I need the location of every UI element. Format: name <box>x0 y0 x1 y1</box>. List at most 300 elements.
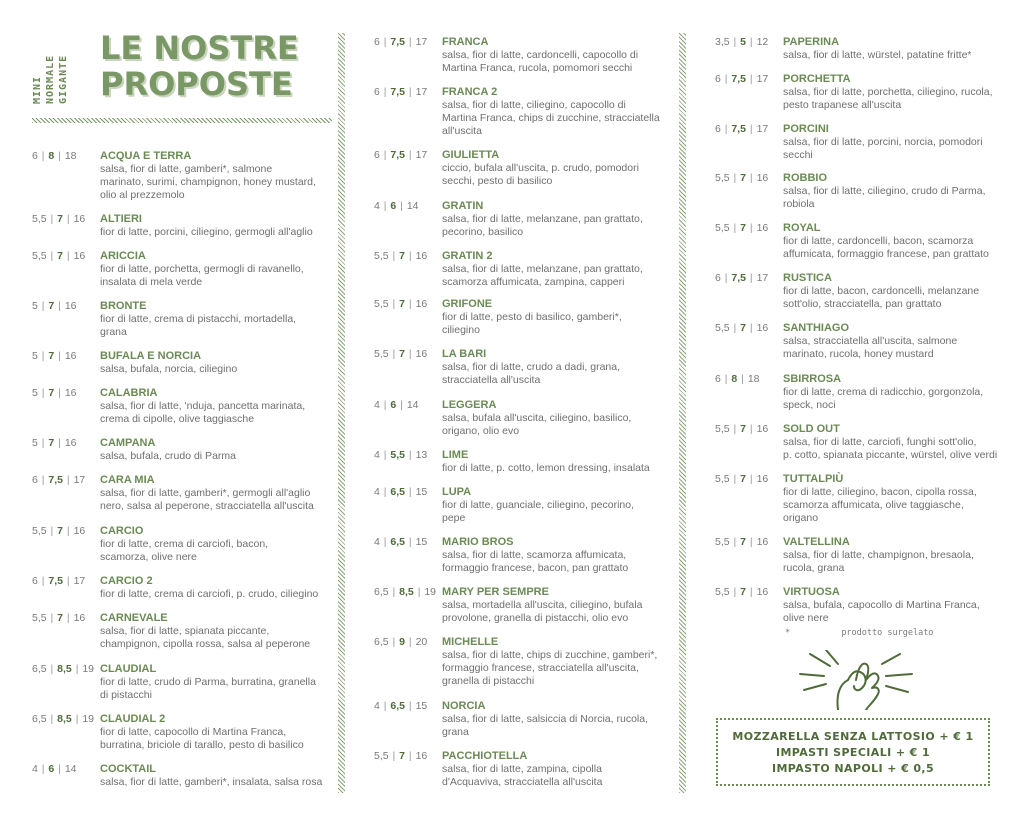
price-mini: 5,5 <box>374 250 389 262</box>
price-gigante: 20 <box>415 636 428 648</box>
item-ingredients: salsa, bufala all'uscita, ciliegino, basilico, <box>442 412 632 424</box>
item-ingredients: crema di cipolle, olive taggiasche <box>100 413 255 425</box>
item-prices: 4 | 6,5 | 15 <box>374 700 428 712</box>
item-ingredients: sott'olio, stracciatella, pan grattato <box>783 298 942 310</box>
price-normale: 7,5 <box>731 123 747 135</box>
item-prices: 6 | 8 | 18 <box>32 150 77 162</box>
item-ingredients: granella di pistacchi <box>442 675 535 687</box>
item-ingredients: salsa, stracciatella all'uscita, salmone <box>783 335 958 347</box>
price-mini: 5,5 <box>715 586 730 598</box>
price-gigante: 16 <box>756 423 769 435</box>
price-mini: 6,5 <box>374 636 389 648</box>
item-prices: 6 | 7,5 | 17 <box>32 575 86 587</box>
item-name: CALABRIA <box>100 387 158 399</box>
item-name: MICHELLE <box>442 636 499 648</box>
menu-item <box>374 149 678 188</box>
menu-item <box>374 586 678 625</box>
item-ingredients: fior di latte, bacon, cardoncelli, melanzane <box>783 285 980 297</box>
item-prices: 6,5 | 8,5 | 19 <box>374 586 437 598</box>
price-mini: 6 <box>715 272 721 284</box>
extra-special-dough: IMPASTI SPECIALI + € 1 <box>775 745 931 759</box>
item-name: ROBBIO <box>783 172 827 184</box>
item-ingredients: fior di latte, ciliegino, bacon, cipolla rossa, <box>783 486 977 498</box>
item-ingredients: salsa, fior di latte, salsiccia di Norcia, rucola, <box>442 713 648 725</box>
price-normale: 7 <box>740 473 747 485</box>
item-ingredients: insalata di mela verde <box>100 276 203 288</box>
item-ingredients: marinato, rucola, honey mustard <box>783 348 934 360</box>
item-ingredients: salsa, bufala, capocollo di Martina Franca, <box>783 599 980 611</box>
item-name: PACCHIOTELLA <box>442 750 528 762</box>
menu-item <box>32 437 336 463</box>
price-mini: 5 <box>32 387 38 399</box>
item-ingredients: salsa, bufala, crudo di Parma <box>100 450 236 462</box>
item-ingredients: scamorza affumicata, olive taggiasche, <box>783 499 964 511</box>
price-gigante: 16 <box>415 298 428 310</box>
item-prices: 5,5 | 7 | 16 <box>374 348 428 360</box>
price-mini: 5,5 <box>374 750 389 762</box>
item-prices: 4 | 6 | 14 <box>32 763 77 775</box>
frozen-note-text: prodotto surgelato <box>841 628 934 638</box>
item-name: VIRTUOSA <box>783 586 840 598</box>
price-gigante: 17 <box>756 272 769 284</box>
item-ingredients: salsa, fior di latte, crudo a dadi, grana, <box>442 361 621 373</box>
price-normale: 7 <box>740 586 747 598</box>
menu-header <box>32 30 332 120</box>
item-prices: 5,5 | 7 | 16 <box>374 750 428 762</box>
frozen-note <box>785 628 933 638</box>
item-prices: 5,5 | 7 | 16 <box>32 250 86 262</box>
price-normale: 7 <box>57 612 64 624</box>
price-gigante: 17 <box>73 575 86 587</box>
item-prices: 5,5 | 7 | 16 <box>715 322 769 334</box>
price-normale: 7 <box>48 300 55 312</box>
price-gigante: 15 <box>415 700 428 712</box>
item-prices: 5 | 7 | 16 <box>32 437 77 449</box>
item-ingredients: fior di latte, crudo di Parma, burratina, granella <box>100 676 316 688</box>
price-normale: 8,5 <box>399 586 414 598</box>
price-normale: 8,5 <box>57 713 72 725</box>
item-ingredients: salsa, mortadella all'uscita, ciliegino, bufala <box>442 599 643 611</box>
item-ingredients: salsa, fior di latte, porcini, norcia, pomodori <box>783 136 983 148</box>
item-name: ACQUA E TERRA <box>100 150 192 162</box>
item-prices: 6 | 7,5 | 17 <box>374 36 428 48</box>
menu-item <box>715 73 1019 112</box>
price-mini: 6 <box>32 474 38 486</box>
price-normale: 7,5 <box>48 474 64 486</box>
price-gigante: 16 <box>73 250 86 262</box>
item-prices: 6 | 7,5 | 17 <box>715 272 769 284</box>
item-name: ROYAL <box>783 222 821 234</box>
menu-item <box>715 222 1019 261</box>
price-normale: 7,5 <box>390 149 406 161</box>
item-name: SOLD OUT <box>783 423 840 435</box>
price-mini: 6 <box>374 36 380 48</box>
price-gigante: 15 <box>415 486 428 498</box>
item-ingredients: scamorza, olive nere <box>100 551 197 563</box>
price-gigante: 16 <box>415 348 428 360</box>
menu-item <box>32 612 336 651</box>
item-name: CARCIO 2 <box>100 575 153 587</box>
price-normale: 6 <box>390 200 397 212</box>
price-normale: 7 <box>57 250 64 262</box>
price-normale: 7 <box>740 536 747 548</box>
item-ingredients: salsa, fior di latte, champignon, bresaola, <box>783 549 974 561</box>
menu-item <box>32 763 336 789</box>
item-ingredients: d'Acquaviva, stracciatella all'uscita <box>442 776 603 788</box>
price-gigante: 16 <box>756 172 769 184</box>
price-normale: 6 <box>390 399 397 411</box>
price-gigante: 16 <box>64 350 77 362</box>
menu-item <box>374 449 678 475</box>
price-gigante: 17 <box>415 86 428 98</box>
price-normale: 7 <box>740 222 747 234</box>
price-normale: 5 <box>740 36 747 48</box>
frozen-note-star: * <box>785 628 791 638</box>
item-name: LUPA <box>442 486 472 498</box>
menu-item <box>374 750 678 789</box>
price-normale: 7 <box>399 298 406 310</box>
ok-hand-icon <box>796 650 916 710</box>
price-mini: 5 <box>32 300 38 312</box>
item-name: FRANCA <box>442 36 489 48</box>
item-name: RUSTICA <box>783 272 832 284</box>
price-mini: 6 <box>374 86 380 98</box>
item-ingredients: Martina Franca, rucola, pomomori secchi <box>442 62 633 74</box>
item-ingredients: scamorza affumicata, zampina, capperi <box>442 276 625 288</box>
menu-item <box>374 86 678 138</box>
item-prices: 5,5 | 7 | 16 <box>715 423 769 435</box>
menu-item <box>32 663 336 702</box>
menu-item <box>374 536 678 575</box>
column-divider <box>679 33 686 793</box>
item-prices: 6 | 7,5 | 17 <box>715 73 769 85</box>
price-normale: 7,5 <box>390 36 406 48</box>
price-mini: 3,5 <box>715 36 730 48</box>
menu-item <box>374 399 678 438</box>
menu-item <box>374 36 678 75</box>
item-name: PAPERINA <box>783 36 840 48</box>
price-gigante: 18 <box>64 150 77 162</box>
price-mini: 5,5 <box>32 525 47 537</box>
item-prices: 5,5 | 7 | 16 <box>715 473 769 485</box>
item-ingredients: formaggio francese, bacon, pan grattato <box>442 562 629 574</box>
price-gigante: 16 <box>756 222 769 234</box>
item-name: GRATIN <box>442 200 484 212</box>
item-name: SANTHIAGO <box>783 322 849 334</box>
price-mini: 4 <box>374 700 380 712</box>
price-gigante: 16 <box>756 473 769 485</box>
price-gigante: 16 <box>64 300 77 312</box>
item-name: CLAUDIAL 2 <box>100 713 166 725</box>
item-ingredients: ciliegino <box>442 324 480 336</box>
price-gigante: 17 <box>415 149 428 161</box>
item-prices: 5,5 | 7 | 16 <box>715 536 769 548</box>
price-mini: 6 <box>715 123 721 135</box>
column-divider <box>338 33 345 793</box>
item-name: COCKTAIL <box>100 763 157 775</box>
item-ingredients: robiola <box>783 198 815 210</box>
item-name: CAMPANA <box>100 437 156 449</box>
price-gigante: 19 <box>82 713 95 725</box>
item-ingredients: fior di latte, crema di pistacchi, mortadella, <box>100 313 297 325</box>
price-normale: 9 <box>399 636 406 648</box>
menu-item <box>32 213 336 239</box>
price-normale: 8 <box>48 150 55 162</box>
price-mini: 5,5 <box>32 612 47 624</box>
item-ingredients: stracciatella all'uscita <box>442 374 541 386</box>
item-ingredients: salsa, fior di latte, zampina, cipolla <box>442 763 602 775</box>
item-prices: 5,5 | 7 | 16 <box>715 222 769 234</box>
menu-item <box>715 423 1019 462</box>
item-name: LIME <box>442 449 469 461</box>
item-ingredients: salsa, fior di latte, porchetta, ciliegino, rucola, <box>783 86 993 98</box>
menu-item <box>32 474 336 513</box>
header-divider <box>32 118 332 123</box>
item-ingredients: origano <box>783 512 819 524</box>
price-mini: 6 <box>715 373 721 385</box>
item-prices: 6,5 | 9 | 20 <box>374 636 428 648</box>
item-prices: 6 | 7,5 | 17 <box>374 149 428 161</box>
item-prices: 5 | 7 | 16 <box>32 300 77 312</box>
menu-item <box>374 298 678 337</box>
item-ingredients: fior di latte, crema di carciofi, bacon, <box>100 538 269 550</box>
price-mini: 5,5 <box>715 222 730 234</box>
extra-napoli-dough: IMPASTO NAPOLI + € 0,5 <box>771 761 935 775</box>
item-ingredients: olio al prezzemolo <box>100 189 185 201</box>
item-prices: 5,5 | 7 | 16 <box>32 612 86 624</box>
price-gigante: 16 <box>73 213 86 225</box>
price-normale: 6,5 <box>390 536 406 548</box>
item-ingredients: secchi, pesto di basilico <box>442 175 553 187</box>
price-normale: 7 <box>740 322 747 334</box>
menu-item <box>715 272 1019 311</box>
item-ingredients: all'uscita <box>442 125 482 137</box>
price-normale: 7 <box>740 423 747 435</box>
price-gigante: 12 <box>756 36 769 48</box>
price-normale: 8,5 <box>57 663 72 675</box>
price-gigante: 18 <box>747 373 760 385</box>
price-mini: 5,5 <box>715 423 730 435</box>
item-ingredients: salsa, fior di latte, gamberi*, germogli all'aglio <box>100 487 311 499</box>
item-ingredients: marinato, surimi, champignon, honey mustard, <box>100 176 316 188</box>
item-ingredients: burratina, briciole di tarallo, pesto di basilico <box>100 739 304 751</box>
price-mini: 6 <box>374 149 380 161</box>
title-line-2: PROPOSTE <box>100 65 293 103</box>
item-prices: 5,5 | 7 | 16 <box>32 525 86 537</box>
item-name: CLAUDIAL <box>100 663 157 675</box>
item-ingredients: nero, salsa al peperone, stracciatella all'uscita <box>100 500 314 512</box>
item-ingredients: salsa, fior di latte, chips di zucchine, gamberi*, <box>442 649 658 661</box>
item-name: GRIFONE <box>442 298 493 310</box>
price-mini: 6,5 <box>32 713 47 725</box>
price-gigante: 19 <box>82 663 95 675</box>
price-mini: 6 <box>32 575 38 587</box>
menu-item <box>32 350 336 376</box>
price-mini: 4 <box>374 536 380 548</box>
item-prices: 4 | 6,5 | 15 <box>374 486 428 498</box>
item-prices: 5,5 | 7 | 16 <box>32 213 86 225</box>
item-ingredients: salsa, fior di latte, spianata piccante, <box>100 625 270 637</box>
price-gigante: 15 <box>415 536 428 548</box>
price-gigante: 16 <box>756 586 769 598</box>
size-label-mini: MINI <box>32 75 43 104</box>
item-name: GIULIETTA <box>442 149 500 161</box>
page-title <box>100 30 299 102</box>
item-ingredients: salsa, fior di latte, scamorza affumicata, <box>442 549 627 561</box>
menu-item <box>32 387 336 426</box>
item-prices: 6,5 | 8,5 | 19 <box>32 663 95 675</box>
item-name: CARA MIA <box>100 474 155 486</box>
price-normale: 7 <box>48 350 55 362</box>
price-mini: 5,5 <box>715 536 730 548</box>
item-name: GRATIN 2 <box>442 250 493 262</box>
item-ingredients: formaggio francese, stracciatella all'uscita, <box>442 662 639 674</box>
item-ingredients: salsa, fior di latte, gamberi*, insalata, salsa rosa <box>100 776 323 788</box>
item-name: ALTIERI <box>100 213 142 225</box>
item-prices: 6 | 8 | 18 <box>715 373 760 385</box>
price-mini: 5 <box>32 350 38 362</box>
price-gigante: 14 <box>406 399 419 411</box>
price-gigante: 16 <box>415 750 428 762</box>
item-prices: 5 | 7 | 16 <box>32 350 77 362</box>
price-mini: 5,5 <box>715 172 730 184</box>
price-gigante: 16 <box>756 322 769 334</box>
size-label-normale: NORMALE <box>45 54 56 104</box>
price-gigante: 17 <box>756 123 769 135</box>
price-normale: 7 <box>48 387 55 399</box>
price-mini: 6,5 <box>374 586 389 598</box>
price-gigante: 17 <box>756 73 769 85</box>
price-normale: 7 <box>399 250 406 262</box>
item-ingredients: olive nere <box>783 612 829 624</box>
price-normale: 7 <box>57 213 64 225</box>
item-prices: 5,5 | 7 | 16 <box>374 250 428 262</box>
item-prices: 5,5 | 7 | 16 <box>715 172 769 184</box>
menu-item <box>715 322 1019 361</box>
price-normale: 7 <box>57 525 64 537</box>
price-gigante: 17 <box>415 36 428 48</box>
item-prices: 6 | 7,5 | 17 <box>32 474 86 486</box>
item-prices: 5 | 7 | 16 <box>32 387 77 399</box>
price-gigante: 16 <box>415 250 428 262</box>
item-ingredients: champignon, cipolla rossa, salsa al peperone <box>100 638 311 650</box>
item-ingredients: affumicata, formaggio francese, pan grattato <box>783 248 989 260</box>
price-normale: 7,5 <box>48 575 64 587</box>
item-ingredients: secchi <box>783 149 813 161</box>
menu-item <box>374 486 678 525</box>
item-ingredients: salsa, fior di latte, cardoncelli, capocollo di <box>442 49 639 61</box>
item-ingredients: speck, noci <box>783 399 836 411</box>
menu-item <box>32 525 336 564</box>
item-ingredients: fior di latte, crema di radicchio, gorgonzola, <box>783 386 984 398</box>
item-ingredients: fior di latte, porchetta, germogli di ravanello, <box>100 263 304 275</box>
item-ingredients: salsa, fior di latte, 'nduja, pancetta marinata, <box>100 400 306 412</box>
price-normale: 7,5 <box>731 73 747 85</box>
item-ingredients: fior di latte, p. cotto, lemon dressing, insalata <box>442 462 650 474</box>
item-ingredients: fior di latte, porcini, ciliegino, germogli all'aglio <box>100 226 313 238</box>
item-name: BUFALA E NORCIA <box>100 350 202 362</box>
price-mini: 5 <box>32 437 38 449</box>
menu-item <box>715 586 1019 625</box>
item-ingredients: p. cotto, spianata piccante, würstel, olive verdi <box>783 449 998 461</box>
price-normale: 7,5 <box>390 86 406 98</box>
item-name: FRANCA 2 <box>442 86 498 98</box>
item-name: ARICCIA <box>100 250 146 262</box>
item-name: PORCINI <box>783 123 829 135</box>
menu-item <box>374 200 678 239</box>
price-normale: 7 <box>399 348 406 360</box>
price-normale: 5,5 <box>390 449 406 461</box>
item-name: PORCHETTA <box>783 73 851 85</box>
item-prices: 5,5 | 7 | 16 <box>715 586 769 598</box>
price-mini: 5,5 <box>374 298 389 310</box>
item-prices: 4 | 6 | 14 <box>374 399 419 411</box>
extra-lactose-free: MOZZARELLA SENZA LATTOSIO + € 1 <box>732 729 974 743</box>
item-ingredients: ciccio, bufala all'uscita, p. crudo, pomodori <box>442 162 639 174</box>
price-mini: 6 <box>715 73 721 85</box>
price-normale: 7 <box>740 172 747 184</box>
menu-item <box>715 36 1019 62</box>
price-mini: 4 <box>374 449 380 461</box>
item-prices: 4 | 6 | 14 <box>374 200 419 212</box>
item-ingredients: origano, olio evo <box>442 425 520 437</box>
price-gigante: 14 <box>64 763 77 775</box>
menu-item <box>374 700 678 739</box>
item-prices: 6,5 | 8,5 | 19 <box>32 713 95 725</box>
menu-item <box>32 150 336 202</box>
item-ingredients: fior di latte, pesto di basilico, gamberi*, <box>442 311 622 323</box>
item-name: MARY PER SEMPRE <box>442 586 549 598</box>
price-gigante: 16 <box>64 387 77 399</box>
price-normale: 6,5 <box>390 700 406 712</box>
menu-item <box>32 300 336 339</box>
item-ingredients: fior di latte, cardoncelli, bacon, scamorza <box>783 235 974 247</box>
item-ingredients: fior di latte, crema di carciofi, p. crudo, ciliegino <box>100 588 319 600</box>
price-mini: 4 <box>374 486 380 498</box>
item-prices: 6 | 7,5 | 17 <box>374 86 428 98</box>
menu-item <box>374 250 678 289</box>
item-ingredients: grana <box>442 726 469 738</box>
size-label-gigante: GIGANTE <box>58 54 69 104</box>
price-mini: 5,5 <box>374 348 389 360</box>
item-ingredients: salsa, fior di latte, würstel, patatine fritte* <box>783 49 972 61</box>
menu-item <box>715 473 1019 525</box>
price-gigante: 16 <box>756 536 769 548</box>
price-mini: 5,5 <box>715 473 730 485</box>
item-ingredients: rucola, grana <box>783 562 845 574</box>
item-ingredients: Martina Franca, chips di zucchine, stracciatella <box>442 112 660 124</box>
item-ingredients: salsa, fior di latte, melanzane, pan grattato, <box>442 213 643 225</box>
menu-item <box>715 373 1019 412</box>
price-mini: 6,5 <box>32 663 47 675</box>
price-mini: 4 <box>374 399 380 411</box>
item-prices: 4 | 5,5 | 13 <box>374 449 428 461</box>
price-normale: 8 <box>731 373 738 385</box>
item-name: CARNEVALE <box>100 612 168 624</box>
item-ingredients: salsa, fior di latte, carciofi, funghi sott'olio, <box>783 436 977 448</box>
item-name: CARCIO <box>100 525 144 537</box>
item-ingredients: pepe <box>442 512 466 524</box>
price-gigante: 19 <box>424 586 437 598</box>
price-mini: 5,5 <box>715 322 730 334</box>
price-normale: 7 <box>399 750 406 762</box>
item-name: LA BARI <box>442 348 487 360</box>
price-gigante: 16 <box>64 437 77 449</box>
menu-item <box>32 575 336 601</box>
item-ingredients: fior di latte, guanciale, ciliegino, pecorino, <box>442 499 635 511</box>
item-prices: 5,5 | 7 | 16 <box>374 298 428 310</box>
price-gigante: 16 <box>73 525 86 537</box>
